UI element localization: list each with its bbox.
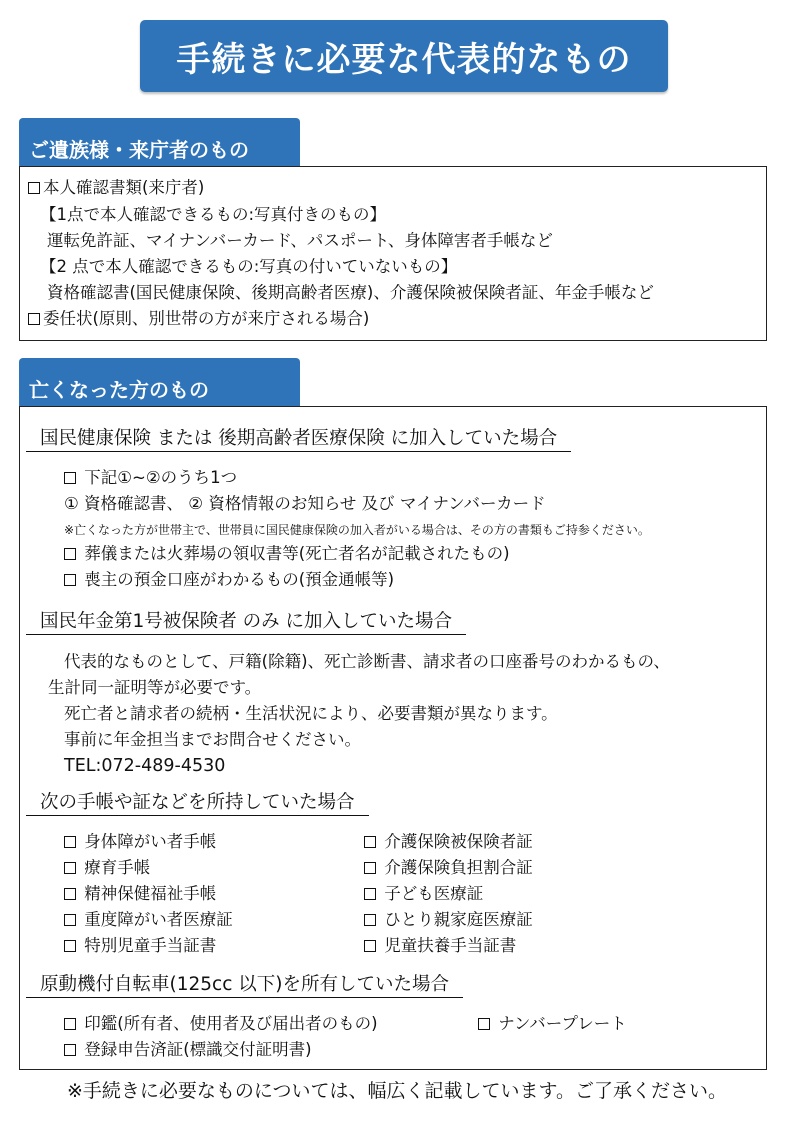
list-item xyxy=(64,1013,378,1035)
page-title: 手続きに必要な代表的なもの xyxy=(140,20,668,92)
checkbox-icon xyxy=(64,862,76,874)
phone-number: TEL:072-489-4530 xyxy=(64,756,226,776)
item-text: 葬儀または火葬場の領収書等(死亡者名が記載されたもの) xyxy=(84,544,510,563)
list-item: 【2 点で本人確認できるもの:写真の付いていないもの】 xyxy=(40,257,458,276)
item-text: 委任状(原則、別世帯の方が来庁される場合) xyxy=(43,309,370,328)
paragraph-line: 死亡者と請求者の続柄・生活状況により、必要書類が異なります。 xyxy=(64,704,558,723)
heading-handbooks: 次の手帳や証などを所持していた場合 xyxy=(26,791,369,816)
checkbox-icon xyxy=(64,1044,76,1056)
list-item xyxy=(64,935,216,957)
list-item xyxy=(364,935,516,957)
item-text: 身体障がい者手帳 xyxy=(84,832,217,851)
list-item xyxy=(64,1039,312,1061)
item-text: ひとり親家庭医療証 xyxy=(384,910,533,929)
list-item xyxy=(64,909,233,931)
checkbox-icon xyxy=(478,1018,490,1030)
item-text: 重度障がい者医療証 xyxy=(84,910,233,929)
list-item xyxy=(64,543,510,565)
item-text: 登録申告済証(標識交付証明書) xyxy=(84,1040,312,1059)
panel-bereaved xyxy=(19,166,767,341)
paragraph-line: 生計同一証明等が必要です。 xyxy=(48,678,262,697)
section-tab-deceased: 亡くなった方のもの xyxy=(19,358,300,406)
note-text: ※亡くなった方が世帯主で、世帯員に国民健康保険の加入者がいる場合は、その方の書類もご持参ください。 xyxy=(64,523,650,537)
list-item: 【1点で本人確認できるもの:写真付きのもの】 xyxy=(40,205,387,224)
list-item xyxy=(478,1013,627,1035)
paragraph-line: 代表的なものとして、戸籍(除籍)、死亡診断書、請求者の口座番号のわかるもの、 xyxy=(64,652,670,671)
heading-moped: 原動機付自転車(125cc 以下)を所有していた場合 xyxy=(26,973,463,998)
list-item xyxy=(64,883,216,905)
checkbox-icon xyxy=(364,940,376,952)
item-text: 下記①~②のうち1つ xyxy=(84,468,238,487)
heading-health-insurance: 国民健康保険 または 後期高齢者医療保険 に加入していた場合 xyxy=(26,427,571,452)
list-item xyxy=(28,308,369,330)
list-item xyxy=(364,909,533,931)
checkbox-icon xyxy=(64,548,76,560)
item-text: 特別児童手当証書 xyxy=(84,936,217,955)
list-item xyxy=(64,569,394,591)
checkbox-icon xyxy=(28,313,40,325)
list-item: 資格確認書(国民健康保険、後期高齢者医療)、介護保険被保険者証、年金手帳など xyxy=(47,283,654,302)
item-text: 療育手帳 xyxy=(84,858,151,877)
section-tab-bereaved: ご遺族様・来庁者のもの xyxy=(19,118,300,166)
list-item xyxy=(64,831,216,853)
list-item xyxy=(64,857,150,879)
item-text: 介護保険被保険者証 xyxy=(384,832,533,851)
list-item xyxy=(364,857,533,879)
item-text: 介護保険負担割合証 xyxy=(384,858,533,877)
checkbox-icon xyxy=(64,574,76,586)
checkbox-icon xyxy=(28,182,40,194)
checkbox-icon xyxy=(64,1018,76,1030)
item-text: 子ども医療証 xyxy=(384,884,484,903)
panel-deceased xyxy=(19,406,767,1070)
checkbox-icon xyxy=(364,862,376,874)
list-item xyxy=(364,883,483,905)
item-text: 印鑑(所有者、使用者及び届出者のもの) xyxy=(84,1014,378,1033)
checkbox-icon xyxy=(64,836,76,848)
list-item xyxy=(28,177,204,199)
footer-note: ※手続きに必要なものについては、幅広く記載しています。ご了承ください。 xyxy=(66,1080,728,1102)
checkbox-icon xyxy=(64,472,76,484)
checkbox-icon xyxy=(64,888,76,900)
item-text: 児童扶養手当証書 xyxy=(384,936,517,955)
paragraph-line: 事前に年金担当までお問合せください。 xyxy=(64,730,361,749)
item-text: 精神保健福祉手帳 xyxy=(84,884,217,903)
checkbox-icon xyxy=(64,940,76,952)
checkbox-icon xyxy=(364,914,376,926)
list-item xyxy=(364,831,533,853)
checkbox-icon xyxy=(64,914,76,926)
heading-national-pension: 国民年金第1号被保険者 のみ に加入していた場合 xyxy=(26,610,466,635)
checkbox-icon xyxy=(364,836,376,848)
item-text: ナンバープレート xyxy=(498,1014,627,1033)
list-item xyxy=(64,467,237,489)
list-item: 運転免許証、マイナンバーカード、パスポート、身体障害者手帳など xyxy=(47,231,553,250)
item-text: 本人確認書類(来庁者) xyxy=(43,178,205,197)
checkbox-icon xyxy=(364,888,376,900)
list-item: ① 資格確認書、 ② 資格情報のお知らせ 及び マイナンバーカード xyxy=(64,494,546,513)
item-text: 喪主の預金口座がわかるもの(預金通帳等) xyxy=(84,570,395,589)
